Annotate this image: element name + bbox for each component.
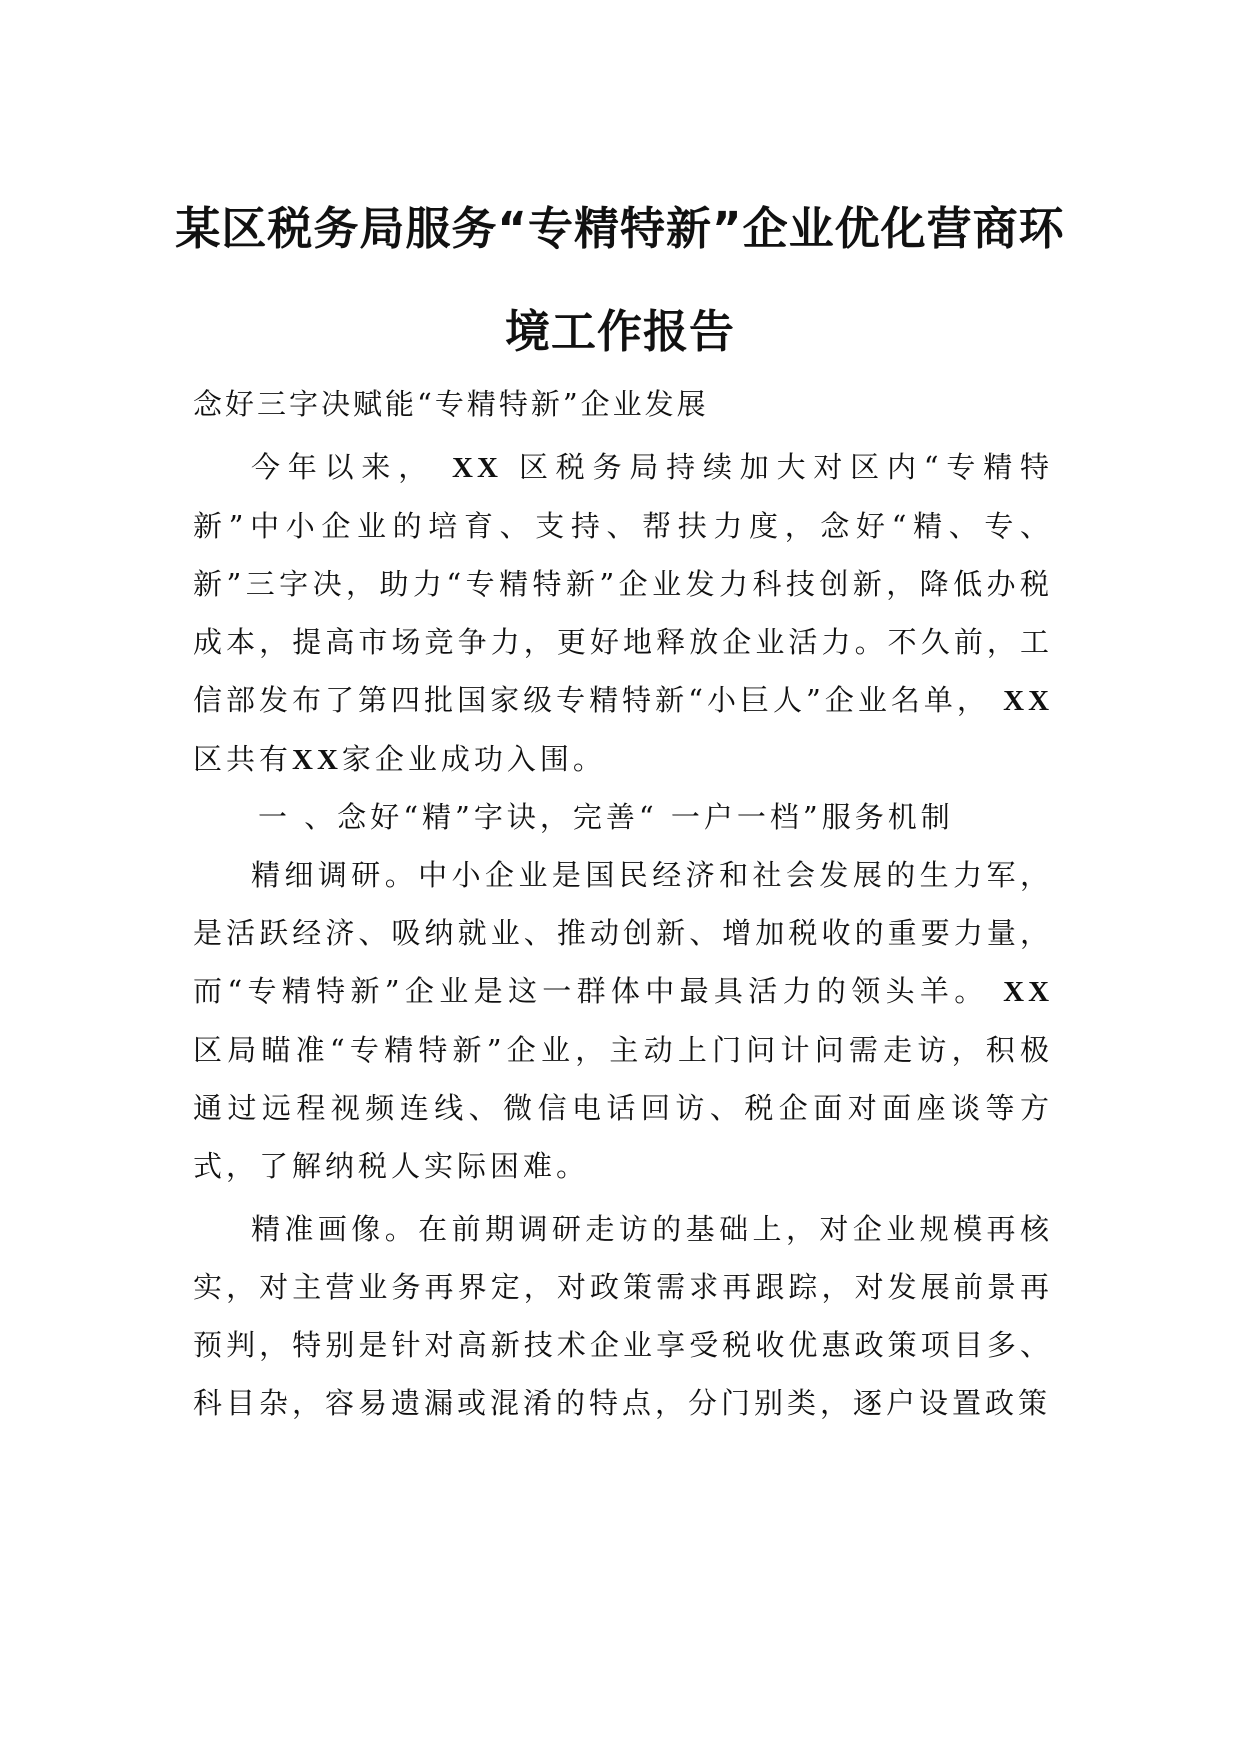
placeholder-xx: XX — [1003, 685, 1054, 717]
placeholder-xx: XX — [452, 452, 502, 484]
placeholder-xx: XX — [1003, 976, 1054, 1008]
paragraph-research-text-a: 精细调研。中小企业是国民经济和社会发展的生力军，是活跃经济、吸纳就业、推动创新、增加税收的重要力量，而“专精特新”企业是这一群体中最具活力的领头羊。 — [193, 858, 1053, 1008]
document-subtitle: 念好三字决赋能“专精特新”企业发展 — [193, 387, 709, 421]
paragraph-research-text-b: 区局瞄准“专精特新”企业，主动上门问计问需走访，积极通过远程视频连线、微信电话回访、税企面对面座谈等方式，了解纳税人实际困难。 — [193, 1033, 1053, 1183]
paragraph-intro-text-a: 今年以来， — [251, 450, 436, 484]
document-title-line-1: 某区税务局服务“专精特新”企业优化营商环 — [175, 202, 1065, 255]
section-heading-1: 一 、念好“精”字诀，完善“ 一户一档”服务机制 — [258, 800, 954, 834]
paragraph-intro-text-d: 家企业成功入围。 — [341, 742, 606, 776]
paragraph-intro — [193, 438, 1053, 789]
document-title-line-2: 境工作报告 — [504, 305, 735, 358]
paragraph-portrait: 精准画像。在前期调研走访的基础上，对企业规模再核实，对主营业务再界定，对政策需求再跟踪，对发展前景再预判，特别是针对高新技术企业享受税收优惠政策项目多、科目杂，容易遗漏或混淆的特点，分门别类，逐户设置政策 — [193, 1212, 1053, 1420]
paragraph-intro-text-b: 区税务局持续加大对区内“专精特新”中小企业的培育、支持、帮扶力度，念好“精、专、新”三字决，助力“专精特新”企业发力科技创新，降低办税成本，提高市场竞争力，更好地释放企业活力。不久前，工信部发布了第四批国家级专精特新“小巨人”企业名单， — [193, 450, 1054, 717]
paragraph-intro-text-c: 区共有 — [193, 742, 293, 776]
paragraph-research — [193, 846, 1053, 1195]
placeholder-xx: XX — [292, 744, 342, 776]
